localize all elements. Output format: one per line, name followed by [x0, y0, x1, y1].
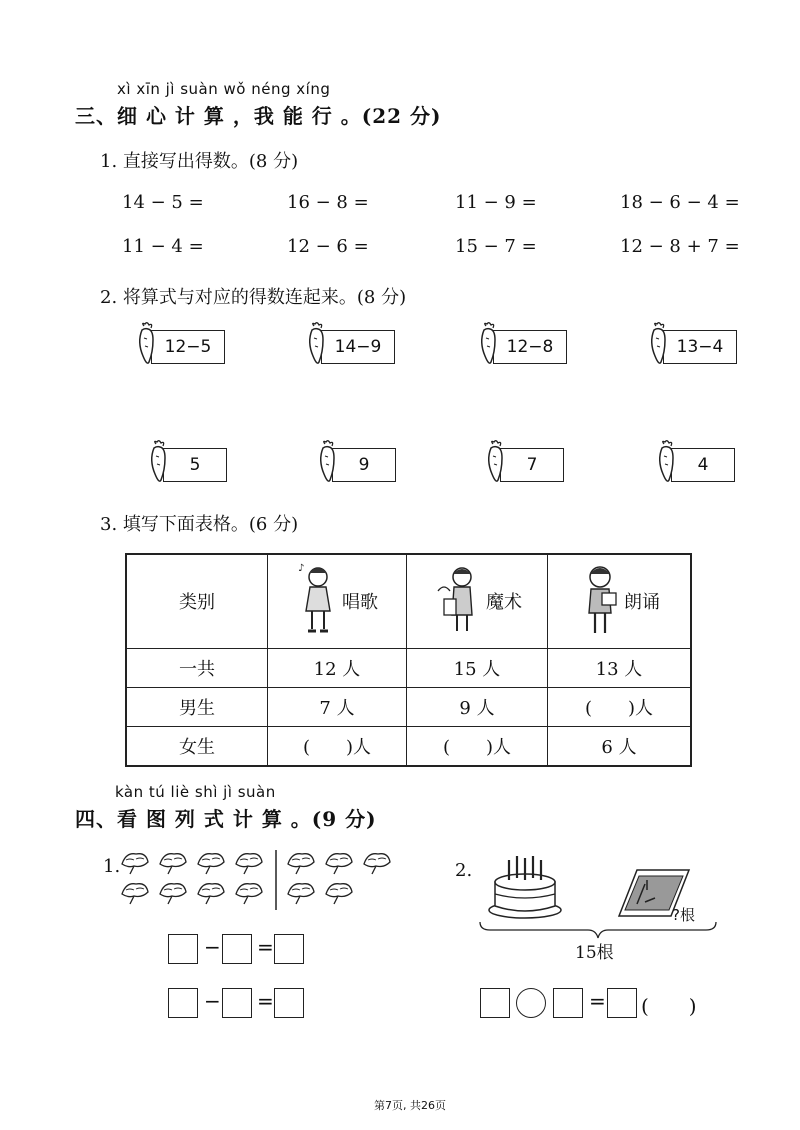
section4-pinyin: kàn tú liè shì jì suàn [115, 783, 276, 801]
card-label: 14−9 [321, 330, 395, 364]
expression: 11 − 4 = [122, 236, 204, 257]
row-label: 男生 [126, 687, 268, 726]
singing-girl-icon [296, 561, 340, 641]
unit-blank[interactable]: ( ) [641, 994, 697, 1018]
operator-circle[interactable] [516, 988, 546, 1018]
header-singing-label: 唱歌 [342, 592, 378, 614]
birthday-cake-icon [485, 852, 567, 922]
radish-icon [316, 440, 342, 486]
card-label: 9 [332, 448, 396, 482]
ginkgo-leaves-icon [120, 850, 400, 912]
card-label: 13−4 [663, 330, 737, 364]
table-row [126, 687, 691, 726]
radish-icon [305, 322, 331, 368]
unknown-label: ?根 [672, 906, 695, 924]
expression: 18 − 6 − 4 = [620, 192, 740, 213]
expression-card[interactable] [477, 328, 567, 364]
answer-box[interactable] [480, 988, 510, 1018]
answer-box[interactable] [168, 934, 198, 964]
problem2-label: 2. [455, 860, 473, 881]
answer-box[interactable] [222, 934, 252, 964]
expression-card[interactable] [647, 328, 737, 364]
answer-card[interactable] [484, 446, 564, 482]
section3-title: 三、细 心 计 算 ，我 能 行 。(22 分) [75, 104, 442, 128]
card-label: 12−8 [493, 330, 567, 364]
answer-box[interactable] [553, 988, 583, 1018]
answer-blank[interactable]: ( )人 [548, 687, 692, 726]
q3-title: 3. 填写下面表格。(6 分) [100, 514, 299, 535]
radish-icon [147, 440, 173, 486]
expression-card[interactable] [135, 328, 225, 364]
page-footer: 第7页, 共26页 [374, 1099, 446, 1112]
radish-icon [655, 440, 681, 486]
answer-blank[interactable]: ( )人 [268, 726, 407, 766]
header-category: 类别 [126, 554, 268, 648]
header-magic-label: 魔术 [486, 592, 522, 614]
answer-box[interactable] [274, 988, 304, 1018]
category-table [125, 553, 692, 767]
expression: 12 − 6 = [287, 236, 369, 257]
table-cell: 12 人 [268, 648, 407, 687]
card-label: 5 [163, 448, 227, 482]
table-cell: 15 人 [407, 648, 548, 687]
answer-card[interactable] [316, 446, 396, 482]
expression: 15 − 7 = [455, 236, 537, 257]
magician-icon [432, 561, 484, 641]
card-label: 12−5 [151, 330, 225, 364]
expression-card[interactable] [305, 328, 395, 364]
radish-icon [484, 440, 510, 486]
table-cell: 6 人 [548, 726, 692, 766]
total-brace [478, 920, 718, 940]
radish-icon [647, 322, 673, 368]
minus-sign: − [204, 989, 221, 1013]
answer-box[interactable] [274, 934, 304, 964]
expression: 16 − 8 = [287, 192, 369, 213]
table-cell: 7 人 [268, 687, 407, 726]
table-cell: 13 人 [548, 648, 692, 687]
row-label: 女生 [126, 726, 268, 766]
table-row [126, 726, 691, 766]
reciting-boy-icon [578, 561, 622, 641]
answer-card[interactable] [147, 446, 227, 482]
answer-box[interactable] [222, 988, 252, 1018]
answer-box[interactable] [607, 988, 637, 1018]
answer-box[interactable] [168, 988, 198, 1018]
table-cell: 9 人 [407, 687, 548, 726]
expression: 11 − 9 = [455, 192, 537, 213]
section3-pinyin: xì xīn jì suàn wǒ néng xíng [117, 80, 331, 98]
table-row [126, 648, 691, 687]
card-label: 4 [671, 448, 735, 482]
expression: 12 − 8 + 7 = [620, 236, 740, 257]
svg-text:♪: ♪ [298, 563, 305, 575]
q1-title: 1. 直接写出得数。(8 分) [100, 151, 299, 172]
answer-card[interactable] [655, 446, 735, 482]
header-recitation [548, 554, 692, 648]
problem1-label: 1. [103, 856, 121, 877]
row-label: 一共 [126, 648, 268, 687]
equals-sign: = [589, 989, 606, 1013]
total-label: 15根 [575, 943, 614, 963]
section4-title: 四、看 图 列 式 计 算 。(9 分) [75, 807, 377, 831]
answer-blank[interactable]: ( )人 [407, 726, 548, 766]
minus-sign: − [204, 935, 221, 959]
header-recitation-label: 朗诵 [624, 592, 660, 614]
card-label: 7 [500, 448, 564, 482]
q2-title: 2. 将算式与对应的得数连起来。(8 分) [100, 287, 407, 308]
equals-sign: = [257, 989, 274, 1013]
header-singing [268, 554, 407, 648]
expression: 14 − 5 = [122, 192, 204, 213]
radish-icon [477, 322, 503, 368]
equals-sign: = [257, 935, 274, 959]
radish-icon [135, 322, 161, 368]
header-magic [407, 554, 548, 648]
